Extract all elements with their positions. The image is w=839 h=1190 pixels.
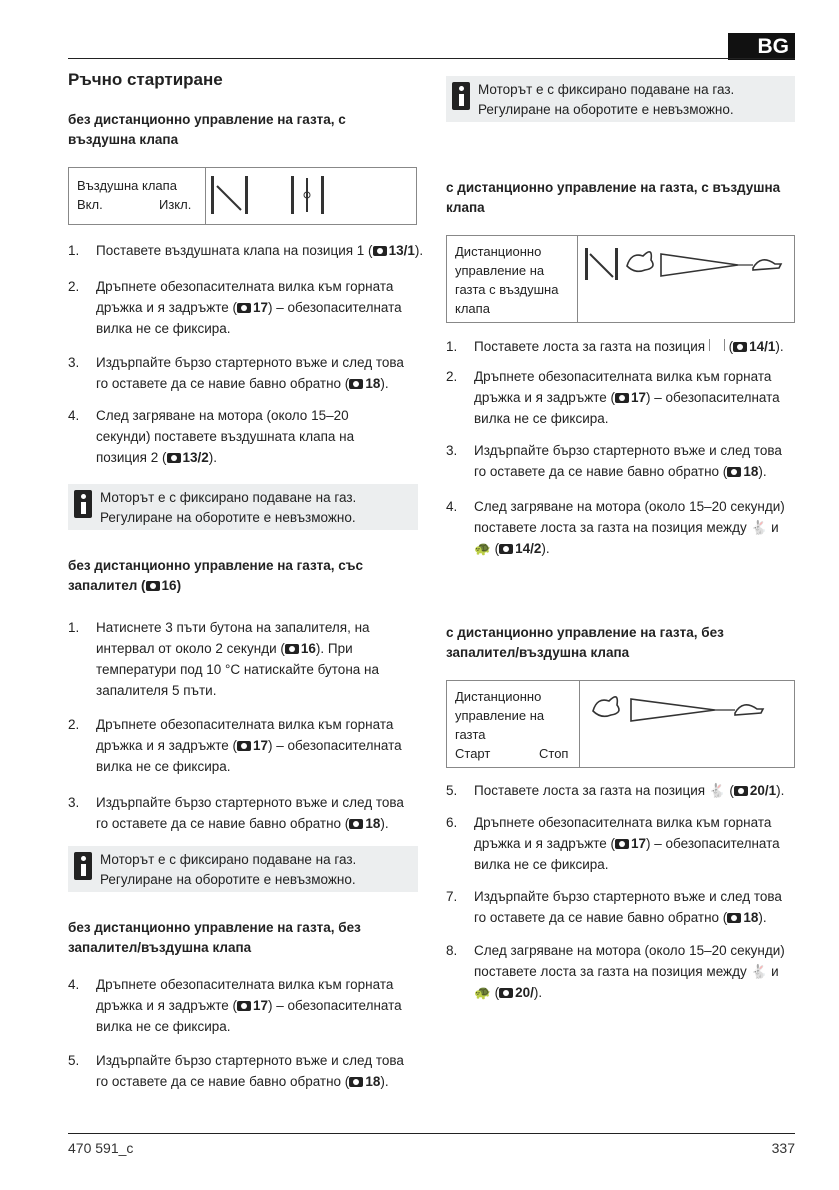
list-item: 6. Дръпнете обезопасителната вилка към горната дръжка и я задръжте ( 17) – обезопасителната вилка не се фиксира. bbox=[446, 815, 780, 872]
list-item: 3. Издърпайте бързо стартерното въже и след това го оставете да се навие бавно обратно ( 18). bbox=[446, 443, 782, 479]
camera-icon bbox=[237, 741, 251, 751]
camera-icon bbox=[499, 988, 513, 998]
list-item: 1. Поставете лоста за газта на позиция ( 14/1). bbox=[446, 339, 784, 354]
info-note: Моторът е с фиксирано подаване на газ. Регулиране на оборотите е невъзможно. bbox=[68, 846, 418, 892]
list-item: 2. Дръпнете обезопасителната вилка към горната дръжка и я задръжте ( 17) – обезопасителната вилка не се фиксира. bbox=[68, 717, 402, 774]
camera-icon bbox=[349, 819, 363, 829]
camera-icon bbox=[733, 342, 747, 352]
list-item: 5. Поставете лоста за газта на позиция 🐇 ( 20/1). bbox=[446, 783, 785, 798]
camera-icon bbox=[285, 644, 299, 654]
list-item: 1. Натиснете 3 пъти бутона на запалителя, на интервал от около 2 секунди ( 16). При температури под 10 °C натискайте бутона на запалителя 5 пъти. bbox=[68, 620, 379, 698]
remote-throttle-table: Дистанционно управление на газта Старт Стоп bbox=[446, 680, 795, 768]
language-badge: BG bbox=[728, 33, 795, 60]
section-heading: без дистанционно управление на газта, с въздушна клапа bbox=[68, 112, 346, 147]
list-item: 5. Издърпайте бързо стартерното въже и след това го оставете да се навие бавно обратно ( 18). bbox=[68, 1053, 404, 1089]
table-label-off: Изкл. bbox=[159, 197, 192, 212]
camera-icon bbox=[499, 544, 513, 554]
list-item: 4. След загряване на мотора (около 15–20 секунди) поставете лоста за газта на позиция между 🐇 и 🐢 ( 14/2). bbox=[446, 499, 785, 556]
camera-icon bbox=[349, 1077, 363, 1087]
table-label-on: Вкл. bbox=[77, 197, 103, 212]
camera-icon bbox=[373, 246, 387, 256]
choke-lever-icon bbox=[709, 339, 725, 351]
page-number: 337 bbox=[771, 1140, 795, 1156]
list-item: 4. След загряване на мотора (около 15–20 секунди) поставете въздушната клапа на позиция 2 ( 13/2). bbox=[68, 408, 355, 465]
section-heading: с дистанционно управление на газта, с въздушна клапа bbox=[446, 180, 781, 215]
camera-icon bbox=[349, 379, 363, 389]
list-item: 2. Дръпнете обезопасителната вилка към горната дръжка и я задръжте ( 17) – обезопасителната вилка не се фиксира. bbox=[68, 279, 402, 336]
camera-icon bbox=[167, 453, 181, 463]
list-item: 8. След загряване на мотора (около 15–20 секунди) поставете лоста за газта на позиция между 🐇 и 🐢 ( 20/). bbox=[446, 943, 785, 1000]
hare-icon: 🐇 bbox=[750, 520, 768, 535]
page-title: Ръчно стартиране bbox=[68, 70, 223, 89]
list-item: 3. Издърпайте бързо стартерното въже и след това го оставете да се навие бавно обратно ( 18). bbox=[68, 355, 404, 391]
choke-position-icon bbox=[209, 172, 409, 220]
footer-rule bbox=[68, 1133, 795, 1134]
throttle-scale-icon bbox=[583, 242, 788, 292]
tortoise-icon: 🐢 bbox=[474, 985, 491, 1000]
hare-icon: 🐇 bbox=[708, 783, 726, 798]
tortoise-icon: 🐢 bbox=[474, 541, 491, 556]
header-rule bbox=[68, 58, 795, 59]
throttle-scale-icon bbox=[585, 687, 790, 737]
list-item: 3. Издърпайте бързо стартерното въже и след това го оставете да се навие бавно обратно ( 18). bbox=[68, 795, 404, 831]
remote-choke-table: Дистанционно управление на газта с въздушна клапа bbox=[446, 235, 795, 323]
list-item: 2. Дръпнете обезопасителната вилка към горната дръжка и я задръжте ( 17) – обезопасителната вилка не се фиксира. bbox=[446, 369, 780, 426]
table-label: Въздушна клапа bbox=[77, 178, 177, 193]
hare-icon: 🐇 bbox=[750, 964, 768, 979]
document-number: 470 591_c bbox=[68, 1140, 134, 1156]
info-icon bbox=[74, 852, 92, 880]
section-heading: без дистанционно управление на газта, със запалител ( 16) bbox=[68, 558, 363, 593]
list-item: 7. Издърпайте бързо стартерното въже и след това го оставете да се навие бавно обратно ( 18). bbox=[446, 889, 782, 925]
choke-table bbox=[68, 167, 417, 225]
camera-icon bbox=[237, 1001, 251, 1011]
section-heading: с дистанционно управление на газта, без запалител/въздушна клапа bbox=[446, 625, 724, 660]
camera-icon bbox=[727, 467, 741, 477]
info-note: Моторът е с фиксирано подаване на газ. Регулиране на оборотите е невъзможно. bbox=[68, 484, 418, 530]
camera-icon bbox=[615, 839, 629, 849]
camera-icon bbox=[734, 786, 748, 796]
info-icon bbox=[452, 82, 470, 110]
info-icon bbox=[74, 490, 92, 518]
section-heading: без дистанционно управление на газта, без запалител/въздушна клапа bbox=[68, 920, 361, 955]
camera-icon bbox=[237, 303, 251, 313]
camera-icon bbox=[615, 393, 629, 403]
list-item: 4. Дръпнете обезопасителната вилка към горната дръжка и я задръжте ( 17) – обезопасителната вилка не се фиксира. bbox=[68, 977, 402, 1034]
camera-icon bbox=[146, 581, 160, 591]
camera-icon bbox=[727, 913, 741, 923]
list-item: 1. Поставете въздушната клапа на позиция 1 ( 13/1). bbox=[68, 243, 424, 258]
info-note: Моторът е с фиксирано подаване на газ. Регулиране на оборотите е невъзможно. bbox=[446, 76, 795, 122]
